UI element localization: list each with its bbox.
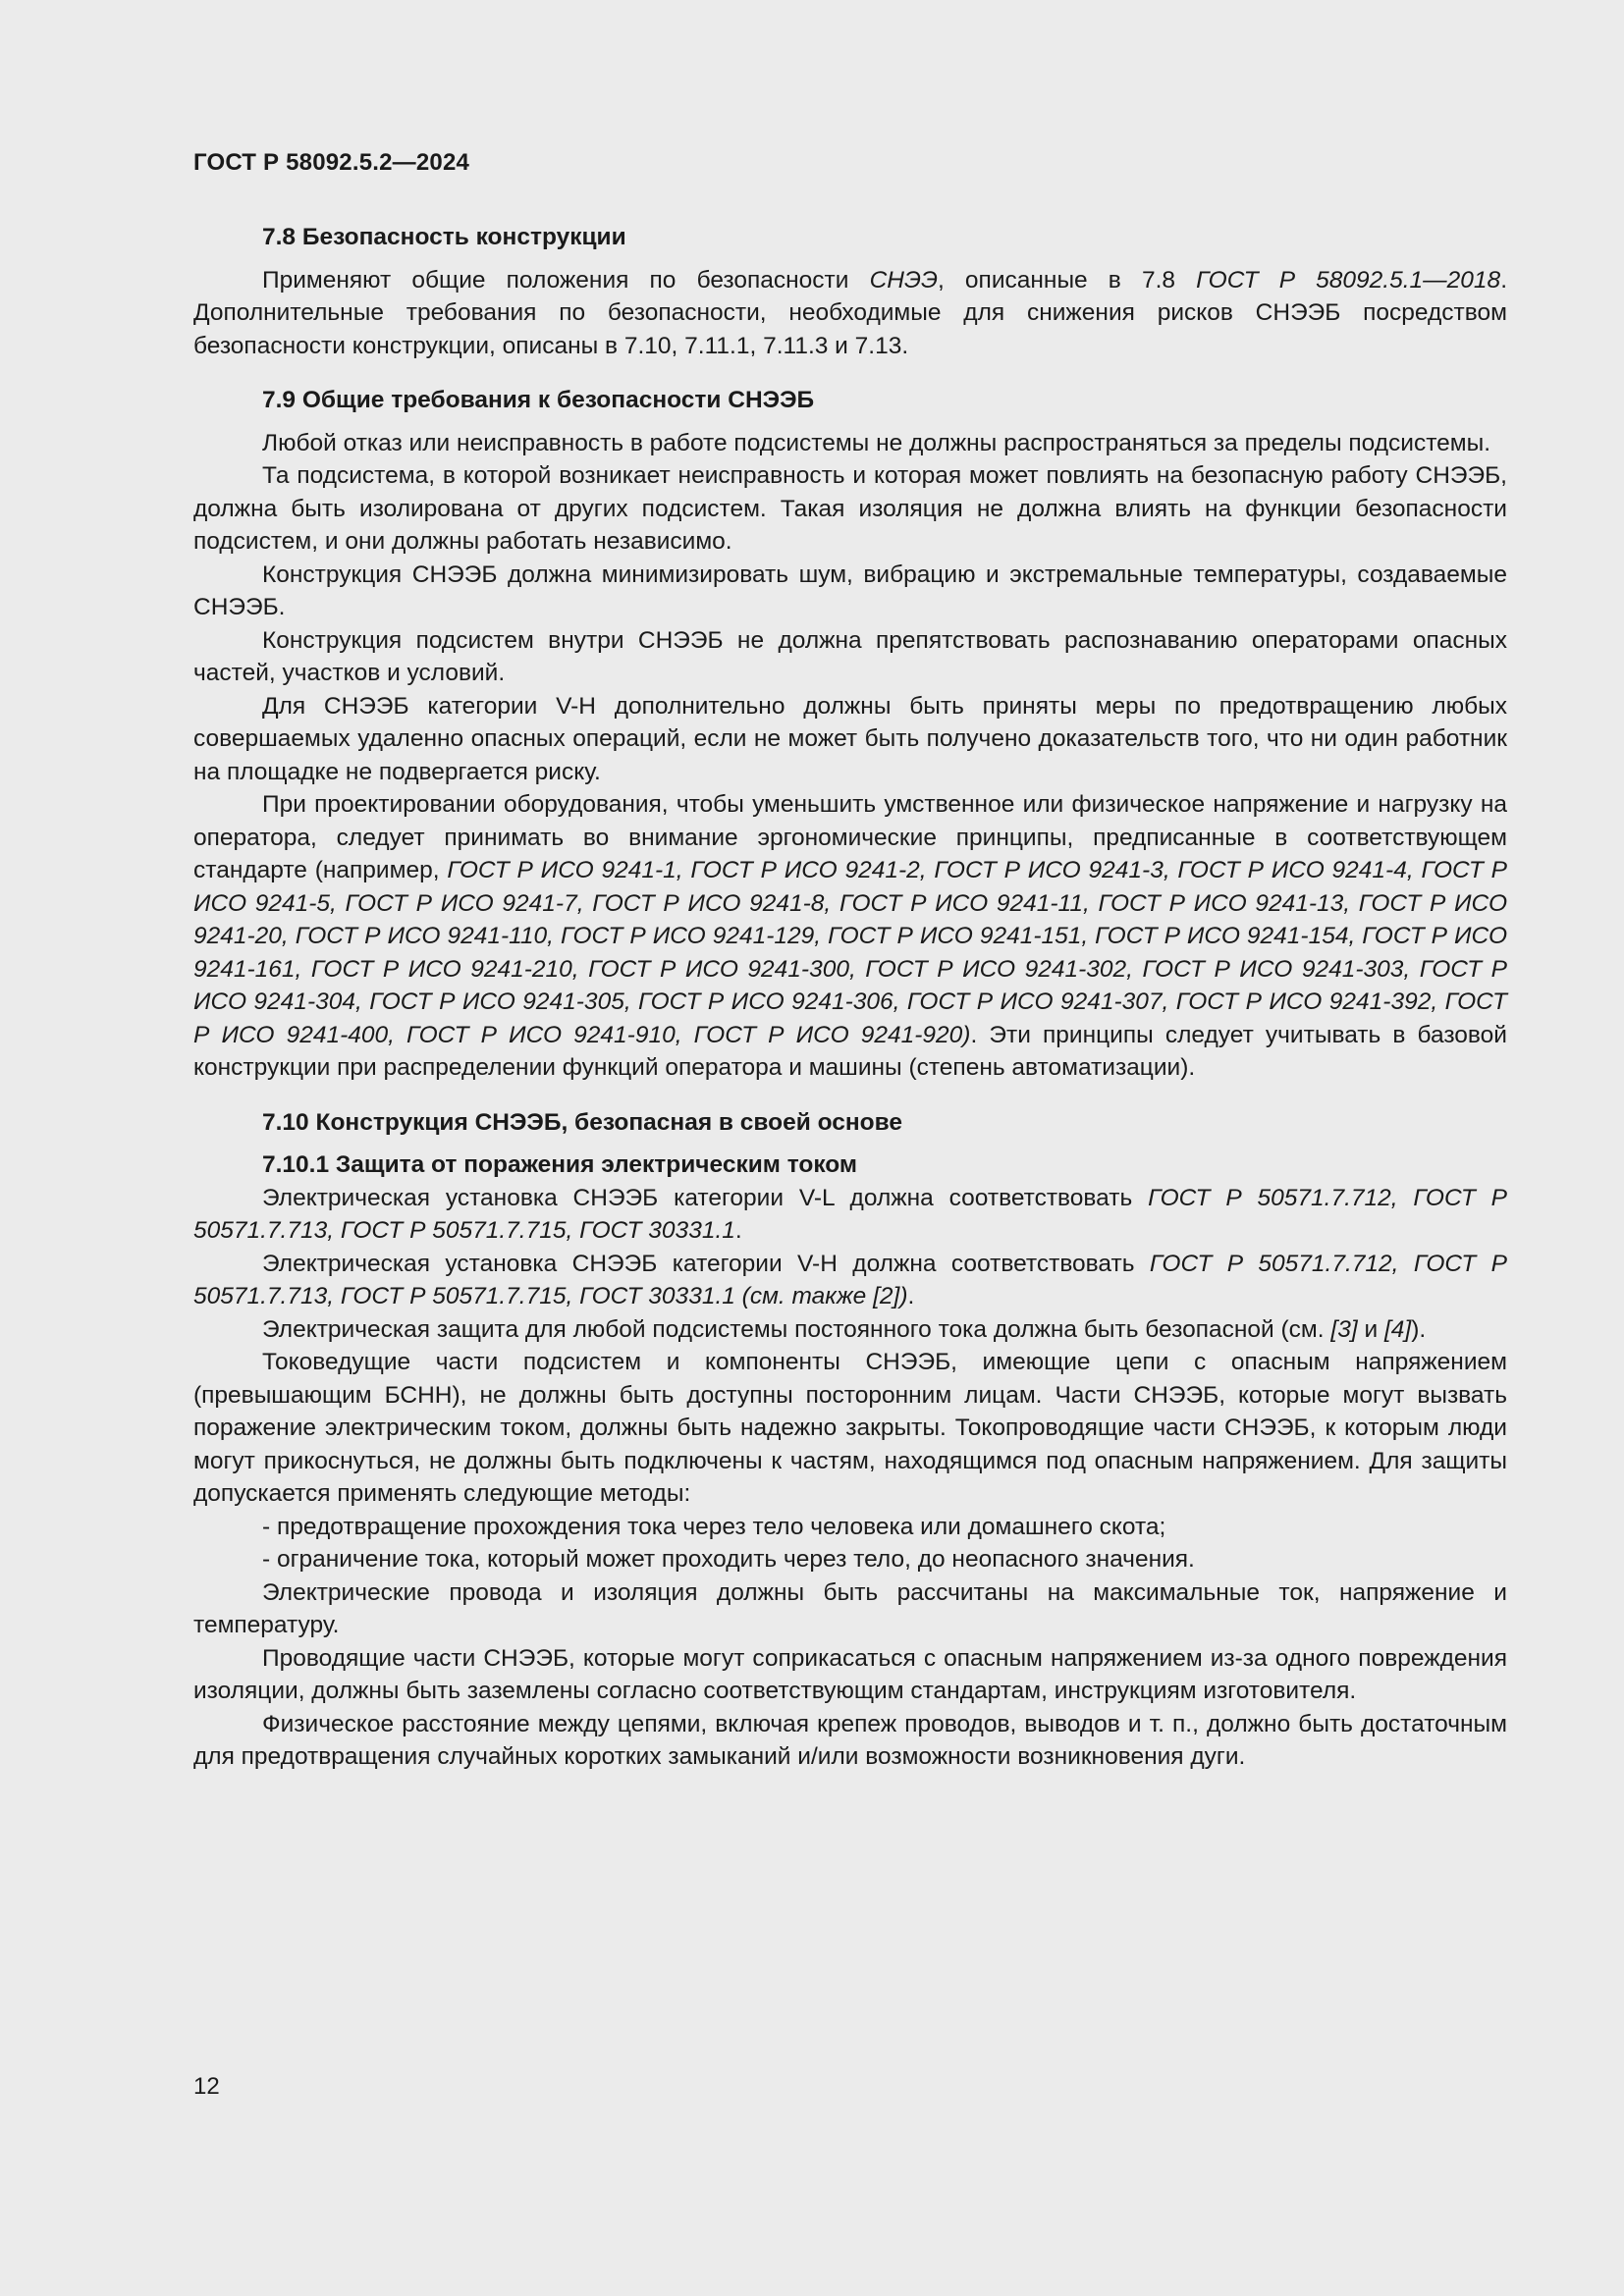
document-body: [193, 221, 1507, 1774]
section-7-9-paragraph-5: Для СНЭЭБ категории V-H дополнительно должны быть приняты меры по предотвращению любых совершаемых удаленно опасных операций, если не может быть получено доказательств того, что ни один работник на площадке не подвергается риску.: [193, 692, 1507, 785]
section-7-10-1-title: 7.10.1 Защита от поражения электрическим током: [262, 1151, 858, 1178]
document-code-header: ГОСТ Р 58092.5.2—2024: [193, 149, 470, 176]
standards-reference-list: ГОСТ Р ИСО 9241-1, ГОСТ Р ИСО 9241-2, ГОСТ Р ИСО 9241-3, ГОСТ Р ИСО 9241-4, ГОСТ Р ИСО 9241-5, ГОСТ Р ИСО 9241-7, ГОСТ Р ИСО 9241-8, ГОСТ Р ИСО 9241-11, ГОСТ Р ИСО 9241-13, ГОСТ Р ИСО 9241-20, ГОСТ Р ИСО 9241-110, ГОСТ Р ИСО 9241-129, ГОСТ Р ИСО 9241-151, ГОСТ Р ИСО 9241-154, ГОСТ Р ИСО 9241-161, ГОСТ Р ИСО 9241-210, ГОСТ Р ИСО 9241-300, ГОСТ Р ИСО 9241-302, ГОСТ Р ИСО 9241-303, ГОСТ Р ИСО 9241-304, ГОСТ Р ИСО 9241-305, ГОСТ Р ИСО 9241-306, ГОСТ Р ИСО 9241-307, ГОСТ Р ИСО 9241-392, ГОСТ Р ИСО 9241-400, ГОСТ Р ИСО 9241-910, ГОСТ Р ИСО 9241-920): [193, 857, 1507, 1048]
section-7-10-1-paragraph-2: Электрическая установка СНЭЭБ категории V-H должна соответствовать ГОСТ Р 50571.7.712, ГОСТ Р 50571.7.713, ГОСТ Р 50571.7.715, ГОСТ 30331.1 (см. также [2]).: [193, 1250, 1508, 1309]
section-7-10-1-paragraph-7: Физическое расстояние между цепями, включая крепеж проводов, выводов и т. п., должно быть достаточным для предотвращения случайных коротких замыканий и/или возможности возникновения дуги.: [193, 1710, 1507, 1770]
section-7-9-paragraph-2: Та подсистема, в которой возникает неисправность и которая может повлиять на безопасную работу СНЭЭБ, должна быть изолирована от других подсистем. Такая изоляция не должна влиять на функции безопасности подсистем, и они должны работать независимо.: [193, 462, 1507, 555]
section-7-9-paragraph-1: Любой отказ или неисправность в работе подсистемы не должны распространяться за пределы подсистемы.: [262, 429, 1491, 456]
section-7-9-paragraph-4: Конструкция подсистем внутри СНЭЭБ не должна препятствовать распознаванию операторами опасных частей, участков и условий.: [193, 626, 1507, 686]
section-7-8-paragraph: Применяют общие положения по безопасности СНЭЭ, описанные в 7.8 ГОСТ Р 58092.5.1—2018. Дополнительные требования по безопасности, необходимые для снижения рисков СНЭЭБ посредством безопасности конструкции, описаны в 7.10, 7.11.1, 7.11.3 и 7.13.: [193, 266, 1507, 359]
section-7-10-title: 7.10 Конструкция СНЭЭБ, безопасная в своей основе: [262, 1108, 903, 1136]
section-7-9-title: 7.9 Общие требования к безопасности СНЭЭБ: [262, 387, 815, 413]
section-7-9-paragraph-3: Конструкция СНЭЭБ должна минимизировать шум, вибрацию и экстремальные температуры, создаваемые СНЭЭБ.: [193, 561, 1507, 620]
section-7-8-title: 7.8 Безопасность конструкции: [262, 224, 626, 250]
section-7-10-1-paragraph-6: Проводящие части СНЭЭБ, которые могут соприкасаться с опасным напряжением из-за одного повреждения изоляции, должны быть заземлены согласно соответствующим стандартам, инструкциям изготовителя.: [193, 1644, 1507, 1704]
list-item: - ограничение тока, который может проходить через тело, до неопасного значения.: [262, 1546, 1195, 1573]
page-number: 12: [193, 2073, 220, 2100]
section-7-10-1-paragraph-1: Электрическая установка СНЭЭБ категории V-L должна соответствовать ГОСТ Р 50571.7.712, ГОСТ Р 50571.7.713, ГОСТ Р 50571.7.715, ГОСТ 30331.1.: [193, 1184, 1507, 1244]
section-7-10-1-paragraph-3: Электрическая защита для любой подсистемы постоянного тока должна быть безопасной (см. [3] и [4]).: [262, 1315, 1427, 1343]
section-7-10-1-paragraph-4: Токоведущие части подсистем и компоненты СНЭЭБ, имеющие цепи с опасным напряжением (превышающим БСНН), не должны быть доступны посторонним лицам. Части СНЭЭБ, которые могут вызвать поражение электрическим током, должны быть надежно закрыты. Токопроводящие части СНЭЭБ, к которым люди могут прикоснуться, не должны быть подключены к частям, находящимся под опасным напряжением. Для защиты допускается применять следующие методы:: [193, 1349, 1507, 1507]
section-7-10-1-paragraph-5: Электрические провода и изоляция должны быть рассчитаны на максимальные ток, напряжение и температуру.: [193, 1578, 1507, 1638]
list-item: - предотвращение прохождения тока через тело человека или домашнего скота;: [262, 1513, 1166, 1540]
section-7-9-paragraph-6: При проектировании оборудования, чтобы уменьшить умственное или физическое напряжение и нагрузку на оператора, следует принимать во внимание эргономические принципы, предписанные в соответствующем стандарте (например, ГОСТ Р ИСО 9241-1, ГОСТ Р ИСО 9241-2, ГОСТ Р ИСО 9241-3, ГОСТ Р ИСО 9241-4, ГОСТ Р ИСО 9241-5, ГОСТ Р ИСО 9241-7, ГОСТ Р ИСО 9241-8, ГОСТ Р ИСО 9241-11, ГОСТ Р ИСО 9241-13, ГОСТ Р ИСО 9241-20, ГОСТ Р ИСО 9241-110, ГОСТ Р ИСО 9241-129, ГОСТ Р ИСО 9241-151, ГОСТ Р ИСО 9241-154, ГОСТ Р ИСО 9241-161, ГОСТ Р ИСО 9241-210, ГОСТ Р ИСО 9241-300, ГОСТ Р ИСО 9241-302, ГОСТ Р ИСО 9241-303, ГОСТ Р ИСО 9241-304, ГОСТ Р ИСО 9241-305, ГОСТ Р ИСО 9241-306, ГОСТ Р ИСО 9241-307, ГОСТ Р ИСО 9241-392, ГОСТ Р ИСО 9241-400, ГОСТ Р ИСО 9241-910, ГОСТ Р ИСО 9241-920). Эти принципы следует учитывать в базовой конструкции при распределении функций оператора и машины (степень автоматизации).: [193, 791, 1507, 1081]
